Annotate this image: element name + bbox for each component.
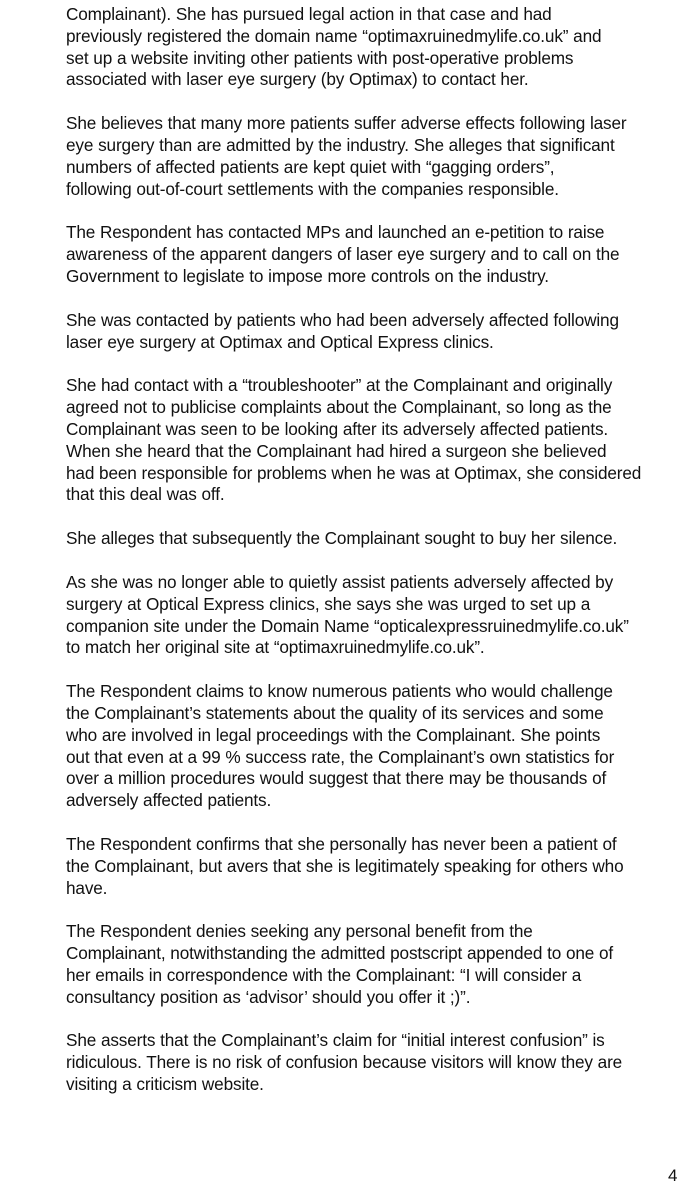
paragraph-11: She asserts that the Complainant’s claim for “initial interest confusion” is ridiculous. There is no risk of confusion because visitors will know they are visiting a criticism website. (66, 1030, 623, 1095)
paragraph-9: The Respondent confirms that she personally has never been a patient of the Complainant, but avers that she is legitimately speaking for others who have. (66, 833, 624, 898)
paragraph-7: As she was no longer able to quietly assist patients adversely affected by surgery at Optical Express clinics, she says she was urged to set up a companion site under the Domain Name “opticalexpressruinedmylife.co.uk” to match her original site at “optimaxruinedmylife.co.uk”. (66, 571, 629, 658)
paragraph-1: Complainant). She has pursued legal action in that case and had previously registered the domain name “optimaxruinedmylife.co.uk” and set up a website inviting other patients with post-operative problems associated with laser eye surgery (by Optimax) to contact her. (66, 4, 602, 90)
paragraph-5: She had contact with a “troubleshooter” at the Complainant and originally agreed not to publicise complaints about the Complainant, so long as the Complainant was seen to be looking after its adversely affected patients. When she heard that the Complainant had hired a surgeon she believed had been responsible for problems when he was at Optimax, she considered that this deal was off. (66, 375, 642, 505)
paragraph-2: She believes that many more patients suffer adverse effects following laser eye surgery than are admitted by the industry. She alleges that significant numbers of affected patients are kept quiet with “gagging orders”, following out-of-court settlements with the companies responsible. (66, 113, 627, 199)
document-body (66, 4, 686, 1118)
page-number: 4 (668, 1166, 678, 1185)
paragraph-3: The Respondent has contacted MPs and launched an e-petition to raise awareness of the apparent dangers of laser eye surgery and to call on the Government to legislate to impose more controls on the industry. (66, 222, 620, 286)
paragraph-10: The Respondent denies seeking any personal benefit from the Complainant, notwithstanding the admitted postscript appended to one of her emails in correspondence with the Complainant: “I will consider a consultancy position as ‘advisor’ should you offer it ;)”. (66, 921, 614, 1007)
paragraph-4: She was contacted by patients who had been adversely affected following laser eye surgery at Optimax and Optical Express clinics. (66, 309, 619, 352)
paragraph-6: She alleges that subsequently the Complainant sought to buy her silence. (66, 528, 618, 549)
paragraph-8: The Respondent claims to know numerous patients who would challenge the Complainant’s statements about the quality of its services and some who are involved in legal proceedings with the Complainant. She points out that even at a 99 % success rate, the Complainant’s own statistics for over a million procedures would suggest that there may be thousands of adversely affected patients. (66, 681, 615, 811)
